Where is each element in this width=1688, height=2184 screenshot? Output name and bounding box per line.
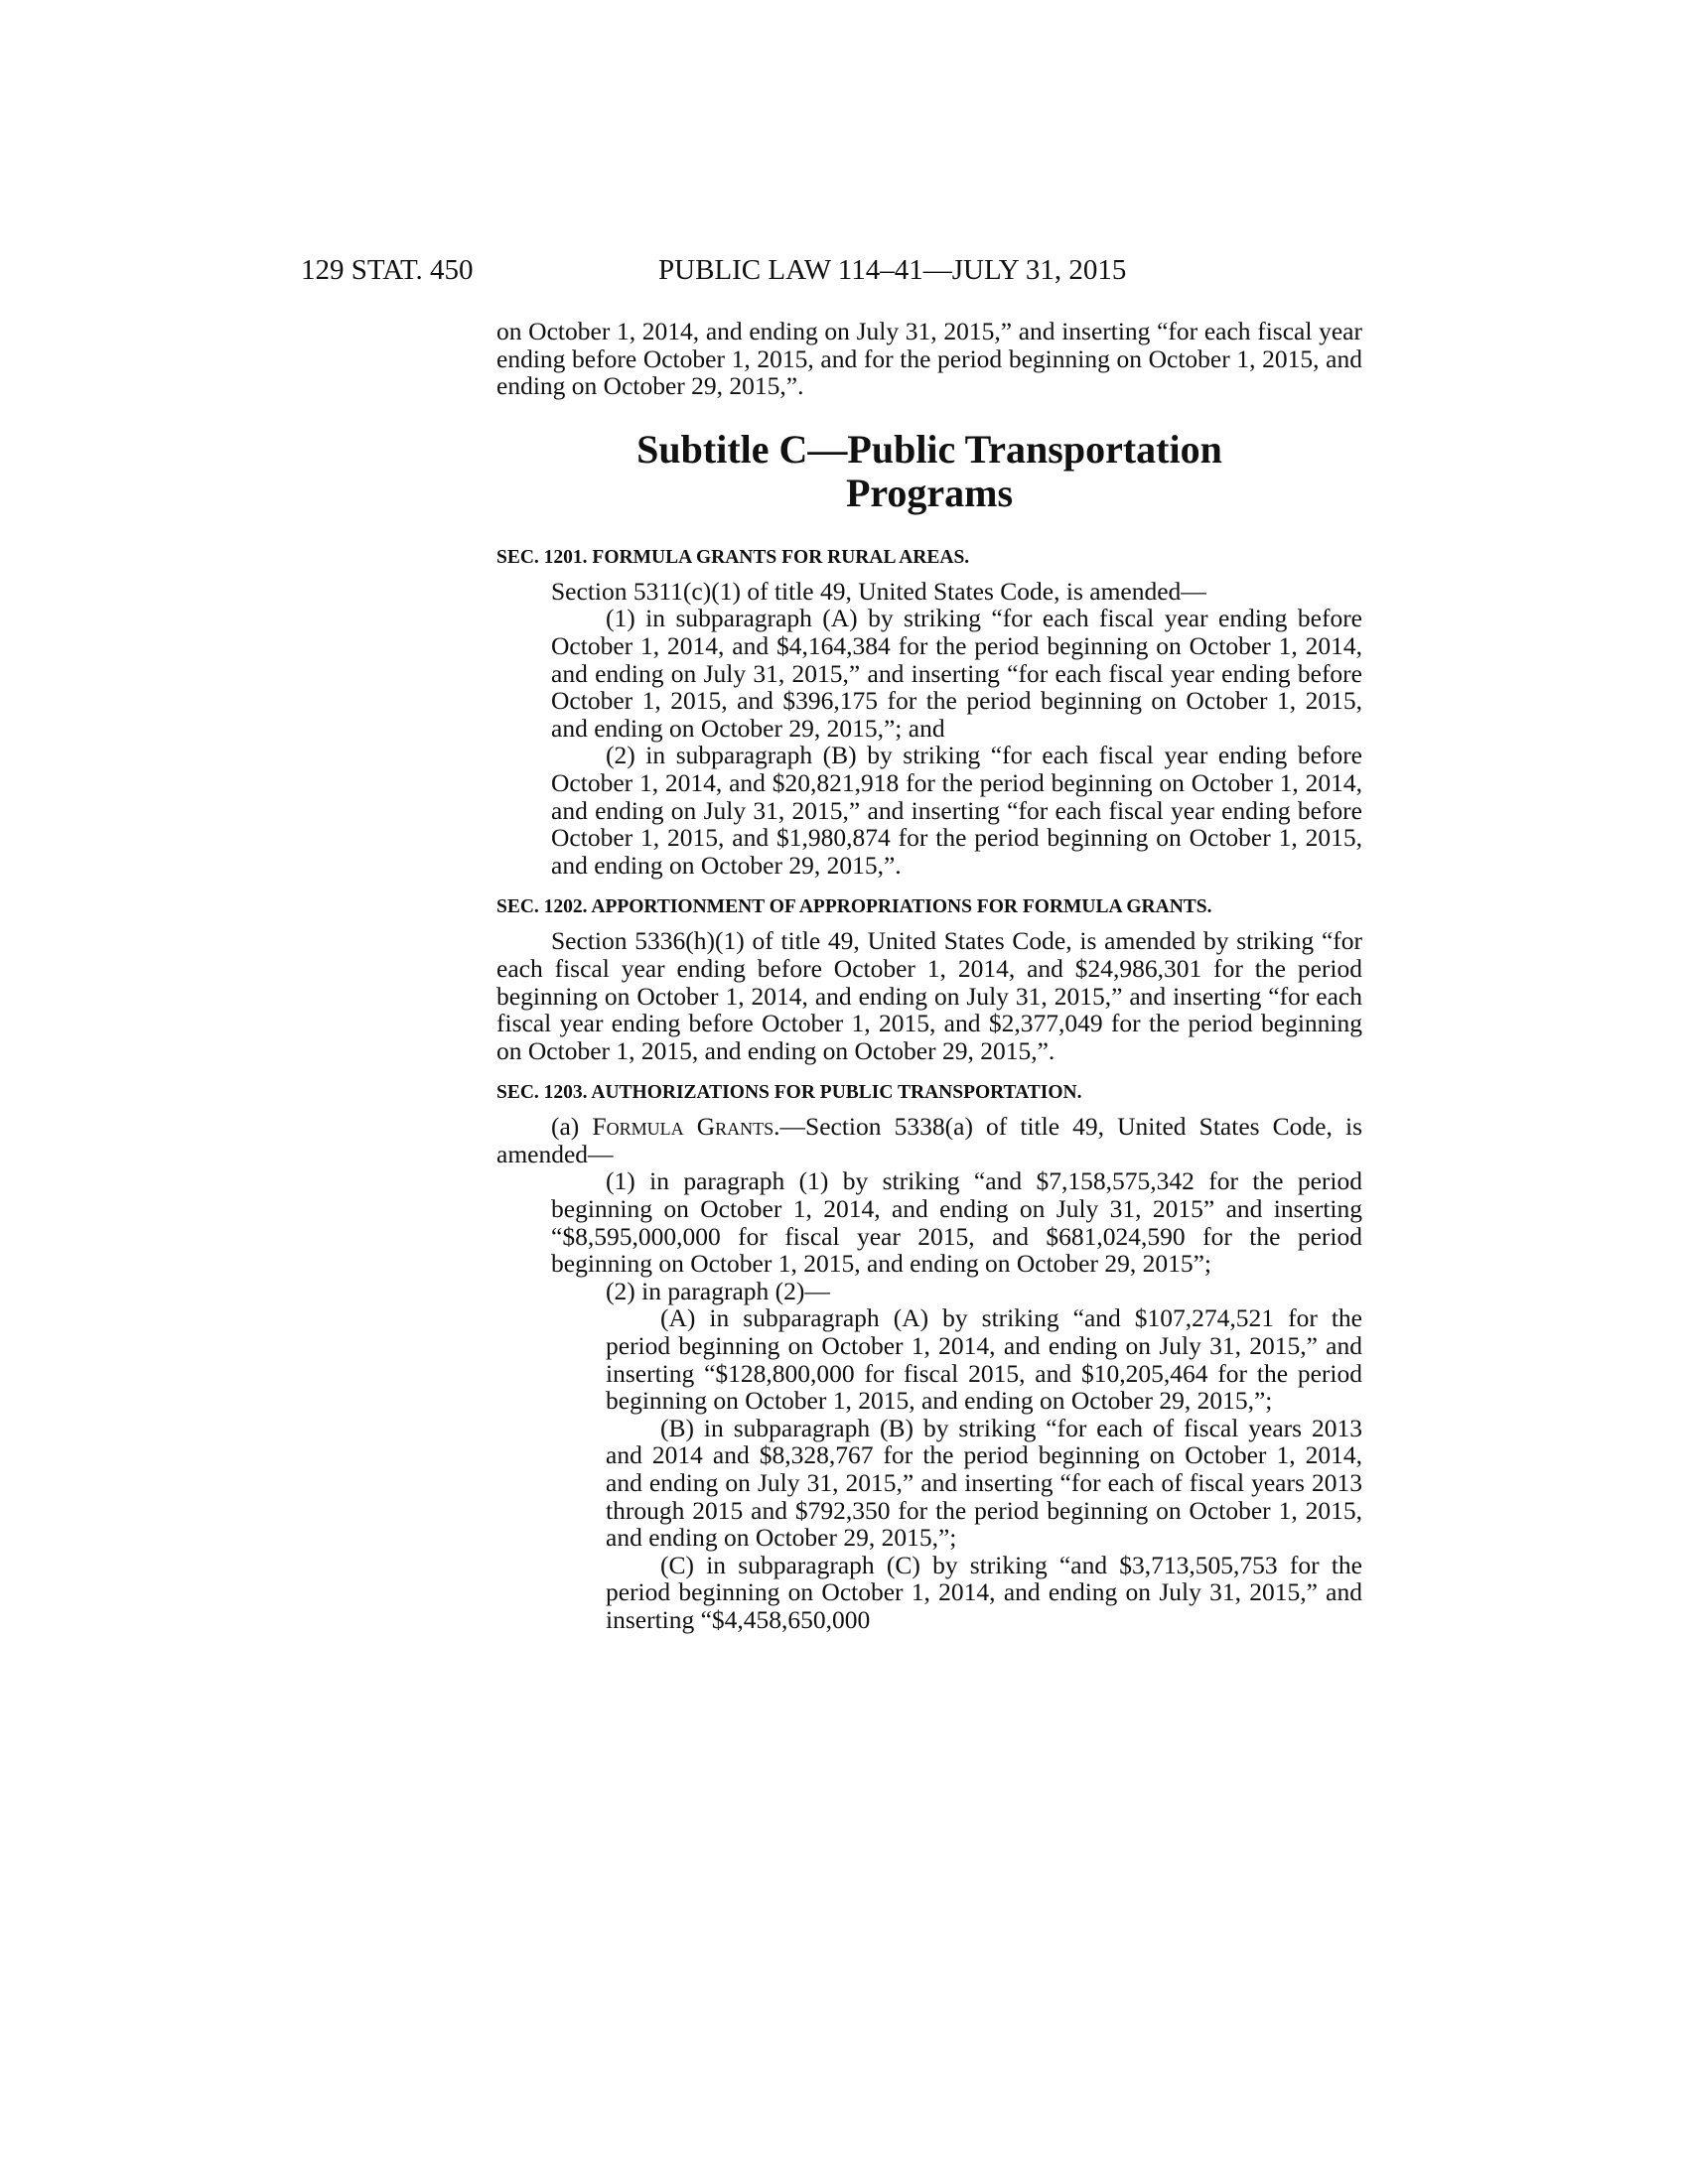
section-1201-paragraph-2: (2) in subparagraph (B) by striking “for each fiscal year ending before October 1, 2014, and $20,821,918 for the period beginning on October 1, 2014, and ending on July 31, 2015,” and inserting “for each fiscal year ending before October 1, 2015, and $1,980,874 for the period beginning on October 1, 2015, and ending on October 29, 2015,”. — [551, 741, 1362, 880]
section-1203-subparagraph-a: (A) in subparagraph (A) by striking “and $107,274,521 for the period beginning on October 1, 2014, and ending on July 31, 2015,” and inserting “$128,800,000 for fiscal 2015, and $10,205,464 for the period beginning on October 1, 2015, and ending on October 29, 2015,”; — [606, 1303, 1362, 1416]
section-1203-subsection-a — [496, 1113, 1362, 1167]
section-1201-lead: Section 5311(c)(1) of title 49, United States Code, is amended— — [551, 576, 1206, 606]
section-1202-heading: SEC. 1202. APPORTIONMENT OF APPROPRIATIONS FOR FORMULA GRANTS. — [496, 896, 1212, 918]
subsection-a-prefix: (a) — [551, 1112, 593, 1142]
subtitle-line-2: Programs — [845, 470, 1014, 515]
section-1201-paragraph-1: (1) in subparagraph (A) by striking “for each fiscal year ending before October 1, 2014, and $4,164,384 for the period beginning on October 1, 2014, and ending on July 31, 2015,” and inserting “for each fiscal year ending before October 1, 2015, and $396,175 for the period beginning on October 1, 2015, and ending on October 29, 2015,”; and — [551, 604, 1362, 743]
section-1203-paragraph-2: (2) in paragraph (2)— — [606, 1276, 830, 1305]
running-header — [0, 250, 1688, 290]
subtitle-line-1: Subtitle C—Public Transportation — [636, 426, 1222, 472]
section-1203-heading: SEC. 1203. AUTHORIZATIONS FOR PUBLIC TRANSPORTATION. — [496, 1082, 1082, 1104]
section-1202-body: Section 5336(h)(1) of title 49, United States Code, is amended by striking “for each fiscal year ending before October 1, 2014, and $24,986,301 for the period beginning on October 1, 2014, and ending on July 31, 2015,” and inserting “for each fiscal year ending before October 1, 2015, and $2,377,049 for the period beginning on October 1, 2015, and ending on October 29, 2015,”. — [496, 926, 1362, 1065]
section-1203-subparagraph-c: (C) in subparagraph (C) by striking “and $3,713,505,753 for the period beginning on October 1, 2014, and ending on July 31, 2015,” and inserting “$4,458,650,000 — [606, 1550, 1362, 1634]
page-body — [496, 318, 1362, 1634]
section-1203-paragraph-1: (1) in paragraph (1) by striking “and $7,158,575,342 for the period beginning on October 1, 2014, and ending on July 31, 2015” and inserting “$8,595,000,000 for fiscal year 2015, and $681,024,590 for the period beginning on October 1, 2015, and ending on October 29, 2015”; — [551, 1166, 1362, 1279]
subsection-a-text: .—Section 5338(a) of title 49, United States Code, is amended— — [496, 1112, 1362, 1168]
stat-page-number: 129 STAT. 450 — [301, 254, 474, 286]
section-1203-subparagraph-b: (B) in subparagraph (B) by striking “for each of fiscal years 2013 and 2014 and $8,328,767 for the period beginning on October 1, 2014, and ending on July 31, 2015,” and inserting “for each of fiscal years 2013 through 2015 and $792,350 for the period beginning on October 1, 2015, and ending on October 29, 2015,”; — [606, 1413, 1362, 1553]
section-1201-heading: SEC. 1201. FORMULA GRANTS FOR RURAL AREAS. — [496, 546, 970, 568]
subtitle-heading — [496, 428, 1362, 515]
continued-paragraph: on October 1, 2014, and ending on July 31, 2015,” and inserting “for each fiscal year ending before October 1, 2015, and for the period beginning on October 1, 2015, and ending on October 29, 2015,”. — [496, 317, 1362, 401]
public-law-title: PUBLIC LAW 114–41—JULY 31, 2015 — [658, 254, 1127, 286]
subsection-a-caption: Formula Grants — [592, 1112, 774, 1142]
